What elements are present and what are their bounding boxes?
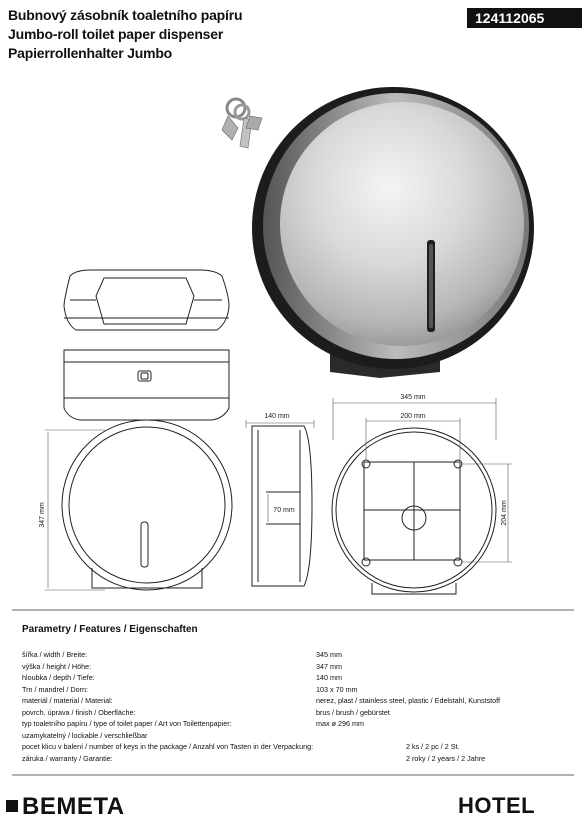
parameter-value: max ø 296 mm	[316, 719, 364, 728]
parameter-value: brus / brush / gebürstet	[316, 707, 390, 717]
parameter-row	[22, 708, 562, 717]
parameters-heading: Parametry / Features / Eigenschaften	[22, 624, 198, 635]
parameter-row	[22, 650, 562, 659]
parameter-row	[22, 719, 562, 728]
dimension-347: 347 mm	[39, 502, 46, 528]
title-german: Papierrollenhalter Jumbo	[8, 45, 173, 61]
product-photo	[252, 87, 534, 378]
parameter-label: materiál / material / Material:	[22, 696, 113, 705]
parameter-label: typ toaletního papíru / type of toilet paper / Art von Toilettenpapier:	[22, 719, 232, 728]
parameter-label: Trn / mandrel / Dorn:	[22, 684, 89, 694]
parameter-label: výška / height / Höhe:	[22, 661, 92, 671]
parameters-section	[22, 624, 198, 649]
bottom-view-drawing	[64, 350, 229, 420]
parameter-value: 2 ks / 2 pc / 2 St.	[406, 742, 460, 751]
title-czech: Bubnový zásobník toaletního papíru	[8, 7, 243, 23]
dimension-70: 70 mm	[273, 507, 295, 514]
dimension-204: 204 mm	[501, 500, 508, 526]
parameter-value: 103 x 70 mm	[316, 684, 358, 694]
rear-view-drawing	[332, 398, 512, 594]
product-line-label: HOTEL	[458, 793, 536, 818]
brand-mark-icon	[6, 800, 18, 812]
parameter-row	[22, 673, 562, 682]
parameter-label: povrch. úprava / finish / Oberfläche:	[22, 707, 136, 717]
parameter-label: hloubka / depth / Tiefe:	[22, 673, 95, 682]
parameter-row	[22, 685, 562, 694]
parameter-label: pocet klicu v balení / number of keys in the package / Anzahl von Tasten in der Verpackung:	[22, 742, 314, 751]
dimension-200: 200 mm	[400, 413, 426, 420]
brand-logo: BEMETA	[22, 793, 125, 820]
dimension-345: 345 mm	[400, 394, 426, 401]
parameter-value: 345 mm	[316, 650, 342, 659]
parameter-row	[22, 754, 562, 763]
parameter-value: 140 mm	[316, 673, 342, 682]
product-code-badge: 124112065	[467, 8, 582, 28]
parameter-value: nerez, plast / stainless steel, plastic / Edelstahl, Kunststoff	[316, 696, 501, 705]
parameter-label: záruka / warranty / Garantie:	[22, 753, 113, 763]
parameter-row	[22, 696, 562, 705]
top-view-drawing	[64, 270, 229, 330]
parameter-row	[22, 731, 562, 740]
parameter-label: šířka / width / Breite:	[22, 650, 88, 659]
parameter-row	[22, 742, 562, 751]
parameter-row	[22, 662, 562, 671]
keys-icon	[222, 99, 262, 148]
parameter-value: 2 roky / 2 years / 2 Jahre	[406, 753, 486, 763]
front-view-drawing	[45, 420, 232, 590]
side-view-drawing	[246, 420, 314, 586]
title-english: Jumbo-roll toilet paper dispenser	[8, 26, 224, 42]
parameter-value: 347 mm	[316, 661, 342, 671]
dimension-140: 140 mm	[264, 413, 290, 420]
parameter-label: uzamykatelný / lockable / verschließbar	[22, 730, 148, 740]
